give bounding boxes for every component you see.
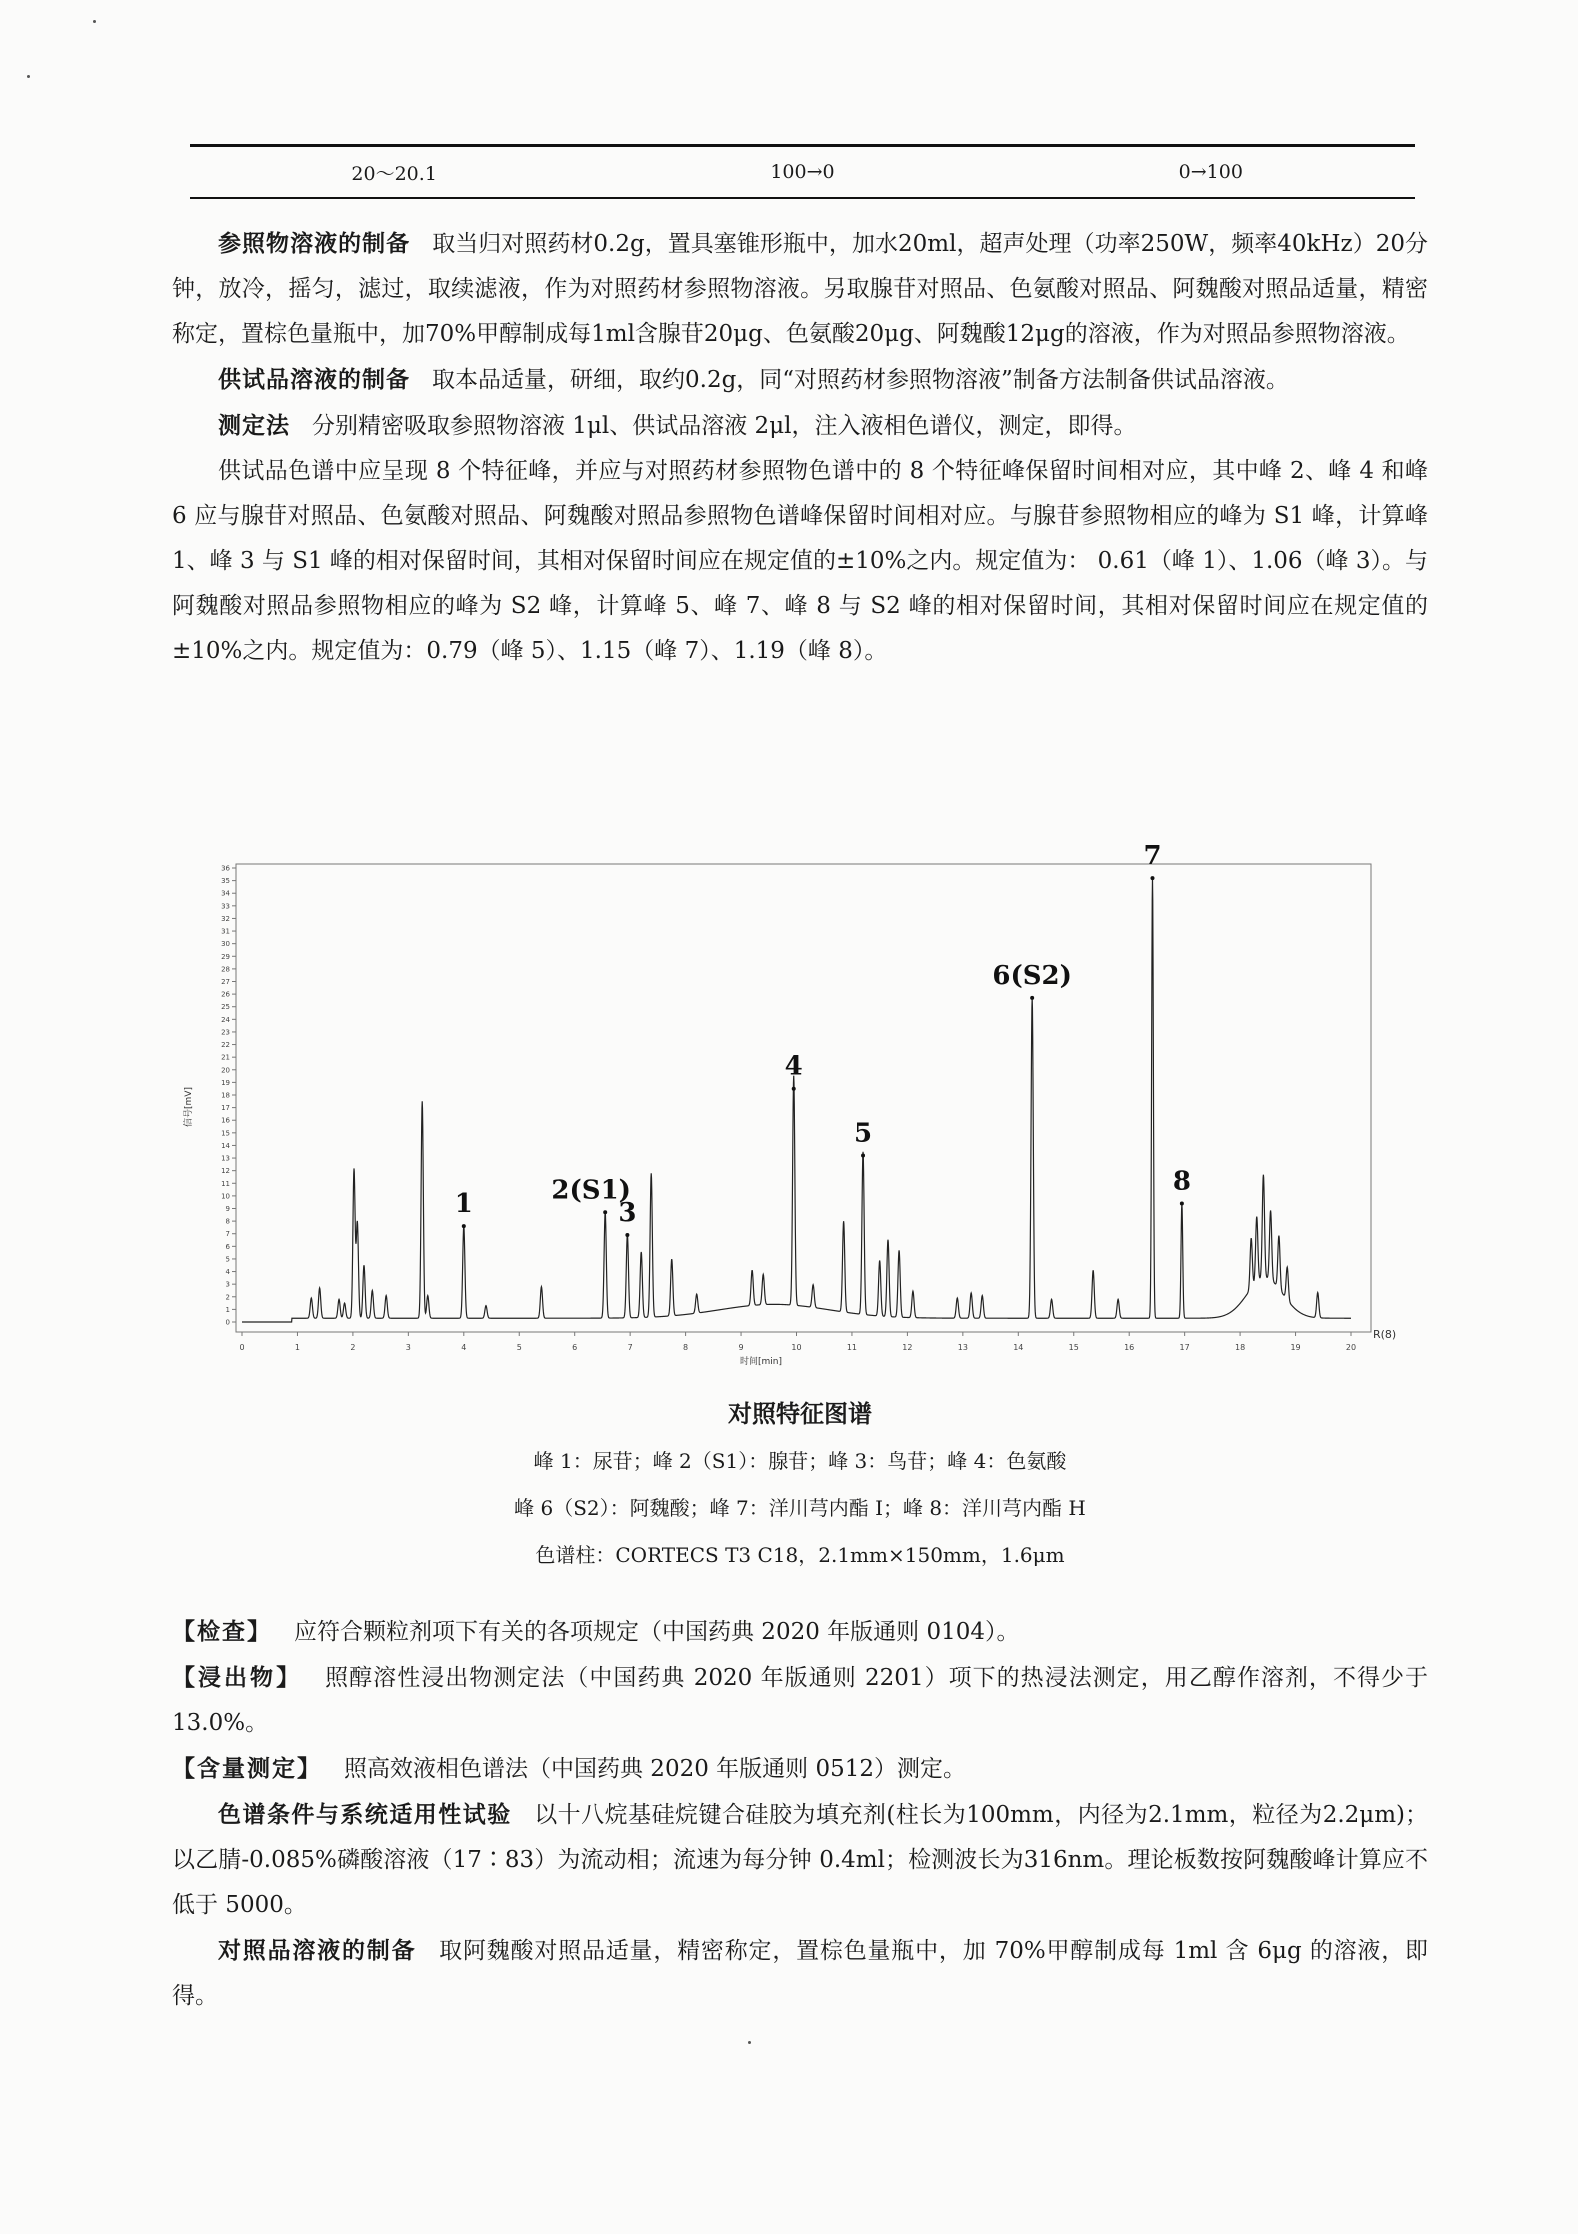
y-tick-label: 31 — [221, 927, 230, 936]
assay-paragraph — [172, 1746, 1428, 1792]
cell-phase-b: 0→100 — [1178, 161, 1243, 183]
y-tick-label: 4 — [225, 1268, 230, 1277]
y-tick-label: 32 — [221, 914, 230, 923]
y-tick-label: 35 — [221, 877, 230, 886]
chromatogram-svg — [184, 841, 1397, 1382]
y-tick-label: 22 — [221, 1041, 230, 1050]
y-tick-label: 34 — [221, 889, 230, 898]
x-tick-label: 0 — [239, 1343, 245, 1352]
y-tick-label: 18 — [221, 1091, 230, 1100]
y-tick-label: 9 — [225, 1205, 230, 1213]
x-tick-label: 13 — [957, 1343, 968, 1352]
x-tick-label: 16 — [1124, 1343, 1135, 1352]
y-tick-label: 19 — [221, 1078, 230, 1087]
y-axis-label: 信号[mV] — [184, 1087, 194, 1127]
y-tick-label: 25 — [221, 1003, 230, 1012]
y-tick-label: 3 — [225, 1280, 230, 1289]
x-tick-label: 12 — [902, 1343, 913, 1352]
peak-marker — [1030, 996, 1034, 1000]
peak-marker — [792, 1087, 796, 1091]
x-tick-label: 6 — [572, 1343, 578, 1352]
y-tick-label: 16 — [221, 1116, 230, 1125]
peak-marker — [1180, 1201, 1184, 1205]
peak-label: 7 — [1143, 841, 1162, 872]
y-tick-label: 23 — [221, 1028, 230, 1037]
cell-phase-a: 100→0 — [770, 161, 835, 183]
chrom-conditions-heading: 色谱条件与系统适用性试验 — [218, 1801, 512, 1828]
table-bottom-rule — [190, 197, 1415, 199]
x-tick-label: 9 — [738, 1343, 744, 1352]
extract-paragraph — [172, 1655, 1428, 1746]
peak-marker — [625, 1233, 629, 1237]
assay-heading: 【含量测定】 — [172, 1755, 322, 1782]
peak-marker — [1150, 876, 1154, 880]
y-tick-label: 20 — [221, 1066, 230, 1075]
y-axis — [221, 865, 236, 1327]
peak-marker — [861, 1154, 865, 1158]
y-tick-label: 33 — [221, 902, 230, 911]
chromatogram-trace — [242, 878, 1351, 1322]
gradient-table — [190, 144, 1415, 199]
x-axis-label: 时间[min] — [740, 1357, 782, 1367]
extract-heading: 【浸出物】 — [172, 1664, 303, 1691]
x-tick-label: 7 — [627, 1343, 633, 1352]
upper-text — [172, 221, 1428, 674]
y-tick-label: 7 — [225, 1230, 230, 1239]
y-tick-label: 26 — [221, 990, 230, 999]
chromatogram — [184, 841, 1397, 1382]
y-tick-label: 6 — [225, 1242, 230, 1251]
chart-caption-line3: 色谱柱：CORTECS T3 C18，2.1mm×150mm，1.6μm — [535, 1543, 1065, 1567]
peak-label: 8 — [1172, 1166, 1191, 1197]
y-tick-label: 21 — [221, 1053, 230, 1062]
y-tick-label: 36 — [221, 864, 230, 873]
peak-label: 4 — [784, 1051, 803, 1082]
y-tick-label: 2 — [225, 1293, 230, 1302]
y-tick-label: 5 — [225, 1255, 230, 1264]
x-tick-label: 5 — [516, 1343, 522, 1352]
ref-solution-heading: 参照物溶液的制备 — [218, 230, 411, 257]
method-heading: 测定法 — [218, 412, 290, 439]
y-tick-label: 11 — [221, 1179, 230, 1188]
std-solution-body: 取阿魏酸对照品适量，精密称定，置棕色量瓶中，加 70%甲醇制成每 1ml 含 6μg 的溶液，即得。 — [172, 1938, 1429, 2009]
test-solution-heading: 供试品溶液的制备 — [218, 366, 410, 393]
y-tick-label: 29 — [221, 952, 230, 961]
chart-caption-line2: 峰 6（S2）：阿魏酸；峰 7：洋川芎内酯 I；峰 8：洋川芎内酯 H — [514, 1496, 1086, 1520]
table-row — [190, 147, 1415, 197]
scan-speck — [748, 2041, 751, 2044]
test-solution-paragraph — [172, 357, 1428, 403]
y-tick-label: 0 — [225, 1318, 230, 1327]
chart-caption-line1: 峰 1：尿苷；峰 2（S1）：腺苷；峰 3：鸟苷；峰 4：色氨酸 — [533, 1449, 1067, 1473]
peak-marker — [462, 1224, 466, 1228]
method-body: 分别精密吸取参照物溶液 1μl、供试品溶液 2μl，注入液相色谱仪，测定，即得。 — [312, 413, 1137, 439]
cell-time: 20～20.1 — [351, 162, 437, 185]
x-tick-label: 10 — [791, 1343, 802, 1352]
chrom-conditions-body: 以十八烷基硅烷键合硅胶为填充剂(柱长为100mm，内径为2.1mm，粒径为2.2μm)；以乙腈-0.085%磷酸溶液（17∶83）为流动相；流速为每分钟 0.4ml；检测波长为316nm。理论板数按阿魏酸峰计算应不低于 5000。 — [172, 1802, 1429, 1918]
y-tick-label: 15 — [221, 1129, 230, 1138]
peak-label: 3 — [618, 1197, 637, 1228]
peak-marker — [603, 1210, 607, 1214]
y-tick-label: 27 — [221, 978, 230, 986]
chart-caption-title: 对照特征图谱 — [728, 1399, 872, 1428]
x-tick-label: 18 — [1235, 1343, 1246, 1352]
std-solution-heading: 对照品溶液的制备 — [218, 1937, 417, 1964]
inspection-paragraph — [172, 1609, 1428, 1655]
scan-speck — [93, 20, 96, 23]
lower-text — [172, 1609, 1428, 2019]
peak-label: 2(S1) — [551, 1175, 631, 1206]
std-solution-paragraph — [172, 1928, 1428, 2019]
y-tick-label: 8 — [225, 1217, 230, 1226]
x-tick-label: 2 — [350, 1343, 356, 1352]
x-tick-label: 14 — [1013, 1343, 1024, 1352]
x-tick-label: 1 — [294, 1343, 300, 1352]
peak-labels — [455, 841, 1191, 1237]
y-tick-label: 10 — [221, 1192, 230, 1201]
peak-label: 6(S2) — [992, 960, 1072, 991]
x-tick-label: 17 — [1179, 1343, 1190, 1352]
y-tick-label: 30 — [221, 940, 230, 949]
plot-frame — [236, 864, 1371, 1332]
y-tick-label: 1 — [225, 1305, 230, 1314]
y-tick-label: 24 — [221, 1015, 230, 1024]
y-tick-label: 28 — [221, 965, 230, 974]
criteria-paragraph: 供试品色谱中应呈现 8 个特征峰，并应与对照药材参照物色谱中的 8 个特征峰保留时间相对应，其中峰 2、峰 4 和峰 6 应与腺苷对照品、色氨酸对照品、阿魏酸对照品参照物色谱峰保留时间相对应。与腺苷参照物相应的峰为 S1 峰，计算峰 1、峰 3 与 S1 峰的相对保留时间，其相对保留时间应在规定值的±10%之内。规定值为： 0.61（峰 1）、1.06（峰 3）。与阿魏酸对照品参照物相应的峰为 S2 峰，计算峰 5、峰 7、峰 8 与 S2 峰的相对保留时间，其相对保留时间应在规定值的±10%之内。规定值为：0.79（峰 5）、1.15（峰 7）、1.19（峰 8）。 — [172, 458, 1428, 664]
x-tick-label: 15 — [1068, 1343, 1079, 1352]
test-solution-body: 取本品适量，研细，取约0.2g，同“对照药材参照物溶液”制备方法制备供试品溶液。 — [432, 367, 1289, 393]
x-tick-label: 19 — [1290, 1343, 1301, 1352]
y-tick-label: 14 — [221, 1141, 230, 1150]
ref-solution-paragraph — [172, 221, 1428, 357]
x-tick-label: 11 — [846, 1343, 858, 1352]
method-paragraph — [172, 403, 1428, 449]
ref-solution-body: 取当归对照药材0.2g，置具塞锥形瓶中，加水20ml，超声处理（功率250W，频率40kHz）20分钟，放冷，摇匀，滤过，取续滤液，作为对照药材参照物溶液。另取腺苷对照品、色氨酸对照品、阿魏酸对照品适量，精密称定，置棕色量瓶中，加70%甲醇制成每1ml含腺苷20μg、色氨酸20μg、阿魏酸12μg的溶液，作为对照品参照物溶液。 — [172, 231, 1429, 347]
y-tick-label: 12 — [221, 1167, 230, 1176]
x-tick-label: 8 — [683, 1343, 689, 1352]
extract-body: 照醇溶性浸出物测定法（中国药典 2020 年版通则 2201）项下的热浸法测定，用乙醇作溶剂，不得少于 13.0%。 — [172, 1665, 1429, 1736]
assay-body: 照高效液相色谱法（中国药典 2020 年版通则 0512）测定。 — [344, 1756, 966, 1782]
x-tick-label: 20 — [1345, 1343, 1357, 1352]
x-unit-tag: R(8) — [1373, 1328, 1397, 1341]
inspection-heading: 【检查】 — [172, 1618, 272, 1645]
x-tick-label: 3 — [405, 1343, 411, 1352]
x-tick-label: 4 — [461, 1343, 467, 1352]
inspection-body: 应符合颗粒剂项下有关的各项规定（中国药典 2020 年版通则 0104）。 — [294, 1619, 1020, 1645]
peak-label: 1 — [454, 1189, 473, 1220]
y-tick-label: 17 — [221, 1104, 230, 1113]
chrom-conditions-paragraph — [172, 1792, 1428, 1928]
y-tick-label: 13 — [221, 1154, 230, 1163]
x-axis — [239, 1332, 1356, 1352]
scan-speck — [27, 75, 30, 78]
peak-label: 5 — [853, 1118, 873, 1149]
